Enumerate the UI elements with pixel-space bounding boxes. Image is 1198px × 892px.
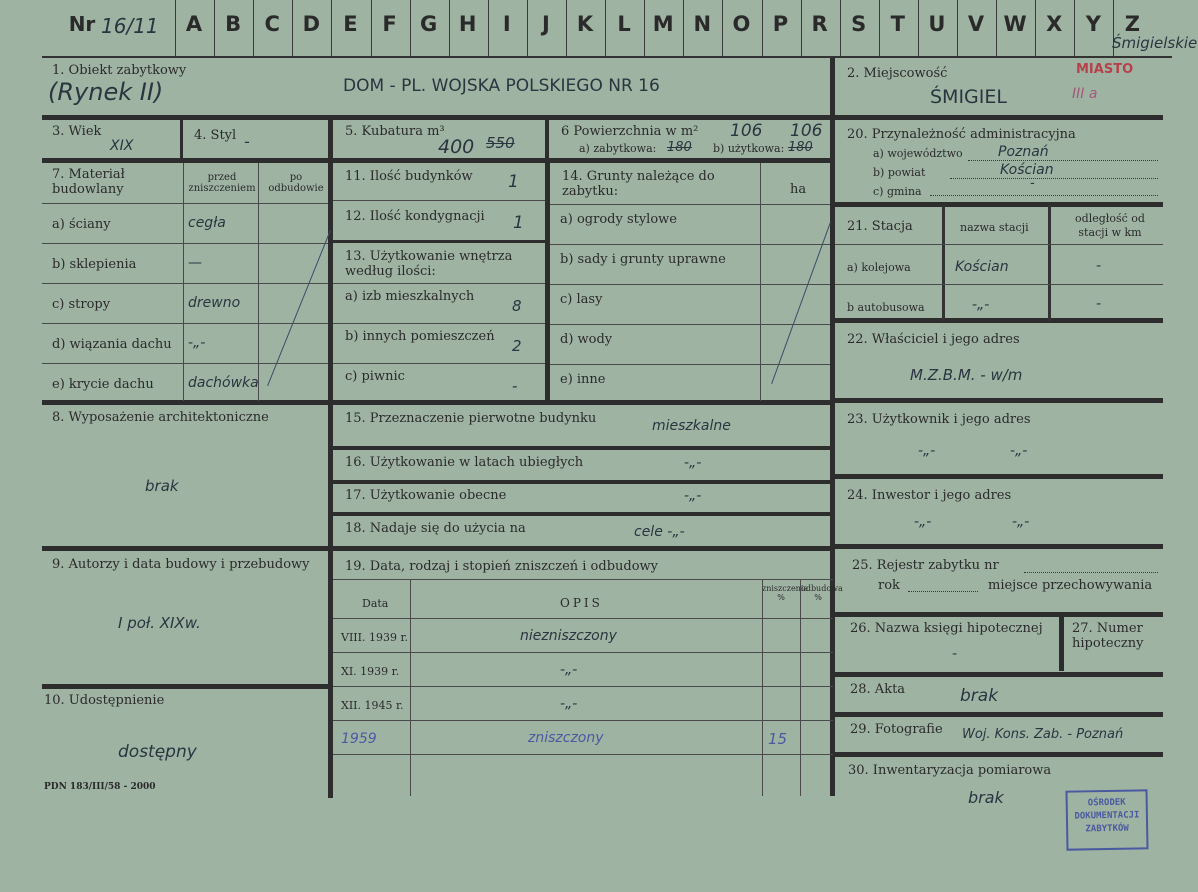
archive-stamp (1065, 789, 1148, 850)
f19-row-rule (333, 686, 833, 687)
nr-label: Nr (68, 12, 96, 36)
f22-value: M.Z.B.M. - w/m (910, 366, 1023, 384)
f19-row-desc: -„- (560, 696, 578, 712)
f6-zab-struck: 180 (667, 140, 692, 155)
f25-rok: rok (878, 578, 900, 593)
f4-value: - (244, 132, 250, 151)
f7-row-label: a) ściany (52, 217, 111, 232)
f6-value1: 106 (730, 121, 763, 141)
letter-p: P (772, 12, 789, 36)
letter-t: T (890, 12, 905, 36)
f23-value2: -„- (1010, 443, 1028, 459)
letter-n: N (693, 12, 712, 36)
f20-woj-dots (968, 160, 1158, 161)
f12-value: 1 (513, 213, 524, 233)
f13-row-value: 2 (512, 337, 522, 355)
rule-r4 (835, 398, 1163, 403)
letter-m: M (652, 12, 674, 36)
rule-9 (333, 512, 833, 516)
f20-gm: - (1030, 176, 1035, 191)
footer-print-code: PDN 183/III/58 - 2000 (44, 782, 156, 792)
f17-value: -„- (684, 488, 702, 504)
f30-value: brak (968, 788, 1004, 807)
f14-label: 14. Grunty należące do zabytku: (562, 169, 715, 199)
stamp-line-3: ZABYTKÓW (1085, 823, 1129, 835)
f12-rule (333, 240, 545, 243)
f13-row-label: c) piwnic (345, 369, 405, 384)
f21-label: 21. Stacja (847, 219, 913, 234)
f11-value: 1 (508, 172, 519, 192)
f7-row-label: d) wiązania dachu (52, 337, 172, 352)
f24-value1: -„- (914, 514, 932, 530)
f19-row-rule (333, 720, 833, 721)
f14-unit: ha (790, 182, 807, 197)
f1-value-main: DOM - PL. WOJSKA POLSKIEGO NR 16 (343, 76, 660, 96)
city-stamp: MIASTO (1076, 62, 1134, 77)
stamp-line-1: OŚRODEK (1087, 797, 1126, 809)
f9-value: I poł. XIXw. (118, 614, 201, 632)
f21-bus-name: -„- (972, 297, 990, 313)
f14-row-label: a) ogrody stylowe (560, 212, 677, 227)
rule-1 (42, 115, 832, 120)
f6-value2: 106 (790, 121, 823, 141)
f5-struck: 550 (486, 134, 515, 152)
f6-label: 6 Powierzchnia w m² (561, 124, 699, 139)
f18-value: cele -„- (634, 524, 685, 540)
rule-r10 (835, 752, 1163, 757)
f21-rail-name: Kościan (955, 259, 1009, 275)
f23-value1: -„- (918, 443, 936, 459)
f21-col-name: nazwa stacji (960, 221, 1029, 234)
f14-row-rule (550, 284, 830, 285)
f19-rule-head-bottom (333, 618, 833, 619)
f7-row-rule (42, 323, 328, 324)
f10-value: dostępny (118, 742, 197, 762)
rule-r6 (835, 544, 1163, 549)
letter-h: H (458, 12, 477, 36)
f2-label: 2. Miejscowość (847, 66, 948, 81)
f29-value: Woj. Kons. Zab. - Poznań (962, 727, 1124, 742)
f24-value2: -„- (1012, 514, 1030, 530)
f19-row-rule (333, 652, 833, 653)
f3-value: XIX (110, 138, 134, 154)
rule-r2 (835, 202, 1163, 207)
f14-row-label: d) wody (560, 332, 613, 347)
f28-value: brak (960, 686, 999, 706)
rule-2 (42, 158, 832, 163)
rule-6 (333, 400, 833, 405)
letter-s: S (851, 12, 867, 36)
f30-label: 30. Inwentaryzacja pomiarowa (848, 763, 1052, 778)
f14-row-label: b) sady i grunty uprawne (560, 252, 726, 267)
f7-row-label: c) stropy (52, 297, 111, 312)
f19-col-sep-3 (800, 580, 801, 796)
nr-value: 16/11 (101, 14, 159, 38)
f13-rule-0 (333, 283, 545, 284)
rule-r9 (835, 712, 1163, 717)
rule-10 (333, 546, 833, 551)
f14-rule-0 (550, 204, 830, 205)
rule-3 (42, 400, 328, 405)
letter-f: F (382, 12, 397, 36)
f7-row-rule (42, 203, 328, 204)
f20-pow: Kościan (1000, 162, 1054, 178)
index-letters-row (0, 0, 1198, 56)
f8-label: 8. Wyposażenie architektoniczne (52, 410, 269, 425)
mid-col-divider (328, 118, 333, 798)
f20-pow-label: b) powiat (873, 166, 926, 179)
f14-row-rule (550, 324, 830, 325)
f7-col-after: po odbudowie (268, 172, 324, 194)
f27-label: 27. Numer hipoteczny (1072, 621, 1144, 651)
f14-row-label: e) inne (560, 372, 606, 387)
f14-row-label: c) lasy (560, 292, 603, 307)
col-13-14-divider (545, 163, 550, 403)
f7-col-sep-2 (258, 163, 259, 401)
f19-row-pct: 15 (768, 730, 788, 748)
f7-label: 7. Materiał budowlany (52, 167, 125, 197)
f19-row-date: VIII. 1939 r. (341, 631, 409, 644)
rule-8 (333, 480, 833, 484)
rule-7 (333, 446, 833, 450)
f13-row-rule (333, 323, 545, 324)
stamp-line-2: DOKUMENTACJI (1074, 810, 1140, 822)
f19-col-desc: OPIS (560, 596, 603, 610)
f19-row-date: XII. 1945 r. (341, 699, 404, 712)
f14-row-rule (550, 364, 830, 365)
letter-c: C (264, 12, 280, 36)
f26-value: - (952, 646, 958, 662)
f7-row-value: drewno (188, 295, 241, 311)
f22-label: 22. Właściciel i jego adres (847, 332, 1020, 347)
f21-rule-2 (835, 284, 1163, 285)
f29-label: 29. Fotografie (850, 722, 943, 737)
f11-rule (333, 200, 545, 201)
f20-pow-dots (950, 178, 1158, 179)
f18-label: 18. Nadaje się do użycia na (345, 521, 526, 536)
f19-label: 19. Data, rodzaj i stopień zniszczeń i odbudowy (345, 559, 659, 574)
f1-value-left: (Rynek II) (48, 78, 164, 106)
f25-rok-dots (908, 591, 978, 592)
f19-row-rule (333, 754, 833, 755)
f5-label: 5. Kubatura m³ (345, 124, 445, 139)
f19-col-destroy: zniszczenia % (762, 584, 809, 602)
letter-g: G (419, 12, 438, 36)
letter-y: Y (1085, 12, 1101, 36)
f13-row-value: 8 (512, 297, 522, 315)
letter-j: J (541, 12, 550, 36)
rule-r5 (835, 474, 1163, 479)
f9-label: 9. Autorzy i data budowy i przebudowy (52, 557, 310, 572)
f28-label: 28. Akta (850, 682, 906, 697)
letter-e: E (343, 12, 358, 36)
f7-col-before: przed zniszczeniem (188, 172, 256, 194)
f13-row-value: - (512, 377, 518, 395)
f20-woj-label: a) województwo (873, 147, 963, 160)
f19-col-rebuild: odbudowa % (801, 584, 843, 602)
f14-col-sep (760, 163, 761, 401)
f7-col-sep-1 (183, 163, 184, 401)
f24-label: 24. Inwestor i jego adres (847, 488, 1012, 503)
f8-value: brak (145, 477, 179, 495)
f10-label: 10. Udostępnienie (44, 693, 165, 708)
f7-row-value: dachówka (188, 375, 259, 391)
f13-label: 13. Użytkowanie wnętrza według ilości: (345, 249, 513, 279)
rule-4 (42, 546, 328, 551)
letter-r: R (811, 12, 828, 36)
f20-gm-dots (930, 195, 1158, 196)
f14-strike-line (771, 222, 831, 384)
f20-label: 20. Przynależność administracyjna (847, 127, 1076, 142)
f21-bus-dist: - (1096, 296, 1102, 312)
col-5-6-divider (545, 120, 549, 160)
f21-col-dist: odległość od stacji w km (1075, 212, 1145, 239)
f16-label: 16. Użytkowanie w latach ubiegłych (345, 455, 584, 470)
f15-value: mieszkalne (652, 418, 731, 434)
f1-label: 1. Obiekt zabytkowy (52, 63, 187, 78)
f19-col-sep-1 (410, 580, 411, 796)
letter-u: U (928, 12, 946, 36)
letter-d: D (302, 12, 321, 36)
letter-x: X (1046, 12, 1063, 36)
f21-rule-1 (835, 244, 1163, 245)
f20-woj: Poznań (998, 144, 1049, 160)
f2-value: ŚMIGIEL (930, 86, 1007, 108)
f23-label: 23. Użytkownik i jego adres (847, 412, 1031, 427)
rule-r3 (835, 318, 1163, 323)
f11-label: 11. Ilość budynków (345, 169, 473, 184)
f21-rail-label: a) kolejowa (847, 261, 911, 274)
f19-row-desc: -„- (560, 662, 578, 678)
rule-r8 (835, 672, 1163, 677)
f19-col-date: Data (362, 597, 389, 610)
rule-5 (42, 684, 328, 689)
f7-row-value: -„- (188, 335, 206, 351)
f4-label: 4. Styl (194, 128, 237, 143)
col-3-4-divider (180, 120, 183, 160)
f6-uz-label: b) użytkowa: (713, 142, 785, 155)
f12-label: 12. Ilość kondygnacji (345, 209, 485, 224)
f13-row-label: a) izb mieszkalnych (345, 289, 475, 304)
f19-rule-head-top (333, 579, 833, 580)
f7-row-value: — (188, 255, 202, 271)
col-26-27-divider (1059, 615, 1064, 671)
f7-row-rule (42, 363, 328, 364)
f21-rail-dist: - (1096, 258, 1102, 274)
f5-value: 400 (438, 136, 475, 158)
f7-row-rule (42, 243, 328, 244)
f13-row-label: b) innych pomieszczeń (345, 329, 495, 344)
f19-col-sep-2 (762, 580, 763, 796)
f26-label: 26. Nazwa księgi hipotecznej (850, 621, 1043, 636)
f21-col-sep-1 (942, 205, 945, 321)
letter-z: Z (1124, 12, 1140, 36)
letter-k: K (576, 12, 594, 36)
f21-bus-label: b autobusowa (847, 301, 925, 314)
f7-row-value: cegła (188, 215, 226, 231)
letter-l: L (617, 12, 631, 36)
f16-value: -„- (684, 455, 702, 471)
rule-r7 (835, 612, 1163, 617)
corner-note: Śmigielskie (1112, 34, 1198, 52)
f6-zab-label: a) zabytkowa: (579, 142, 657, 155)
letter-i: I (502, 12, 511, 36)
f19-row-date: 1959 (341, 731, 377, 747)
f7-row-rule (42, 283, 328, 284)
letter-o: O (732, 12, 751, 36)
f2-extra: III a (1072, 86, 1098, 102)
f14-row-rule (550, 244, 830, 245)
f19-row-desc: zniszczony (528, 730, 604, 746)
letter-v: V (967, 12, 985, 36)
f17-label: 17. Użytkowanie obecne (345, 488, 507, 503)
header-rule (42, 56, 1172, 58)
f13-row-rule (333, 363, 545, 364)
letter-b: B (225, 12, 242, 36)
f19-row-date: XI. 1939 r. (341, 665, 400, 678)
f7-row-label: b) sklepienia (52, 257, 137, 272)
letter-a: A (185, 12, 203, 36)
rule-r1 (835, 115, 1163, 120)
f20-gm-label: c) gmina (873, 185, 922, 198)
f3-label: 3. Wiek (52, 124, 102, 139)
f25-label: 25. Rejestr zabytku nr (852, 558, 999, 573)
f19-row-desc: niezniszczony (520, 628, 617, 644)
f25-miejsce: miejsce przechowywania (988, 578, 1153, 593)
f21-col-sep-2 (1048, 205, 1051, 321)
f6-uz-struck: 180 (788, 140, 813, 155)
letter-w: W (1003, 12, 1027, 36)
f25-nr-dots (1024, 572, 1158, 573)
f7-row-label: e) krycie dachu (52, 377, 154, 392)
f15-label: 15. Przeznaczenie pierwotne budynku (345, 411, 597, 426)
